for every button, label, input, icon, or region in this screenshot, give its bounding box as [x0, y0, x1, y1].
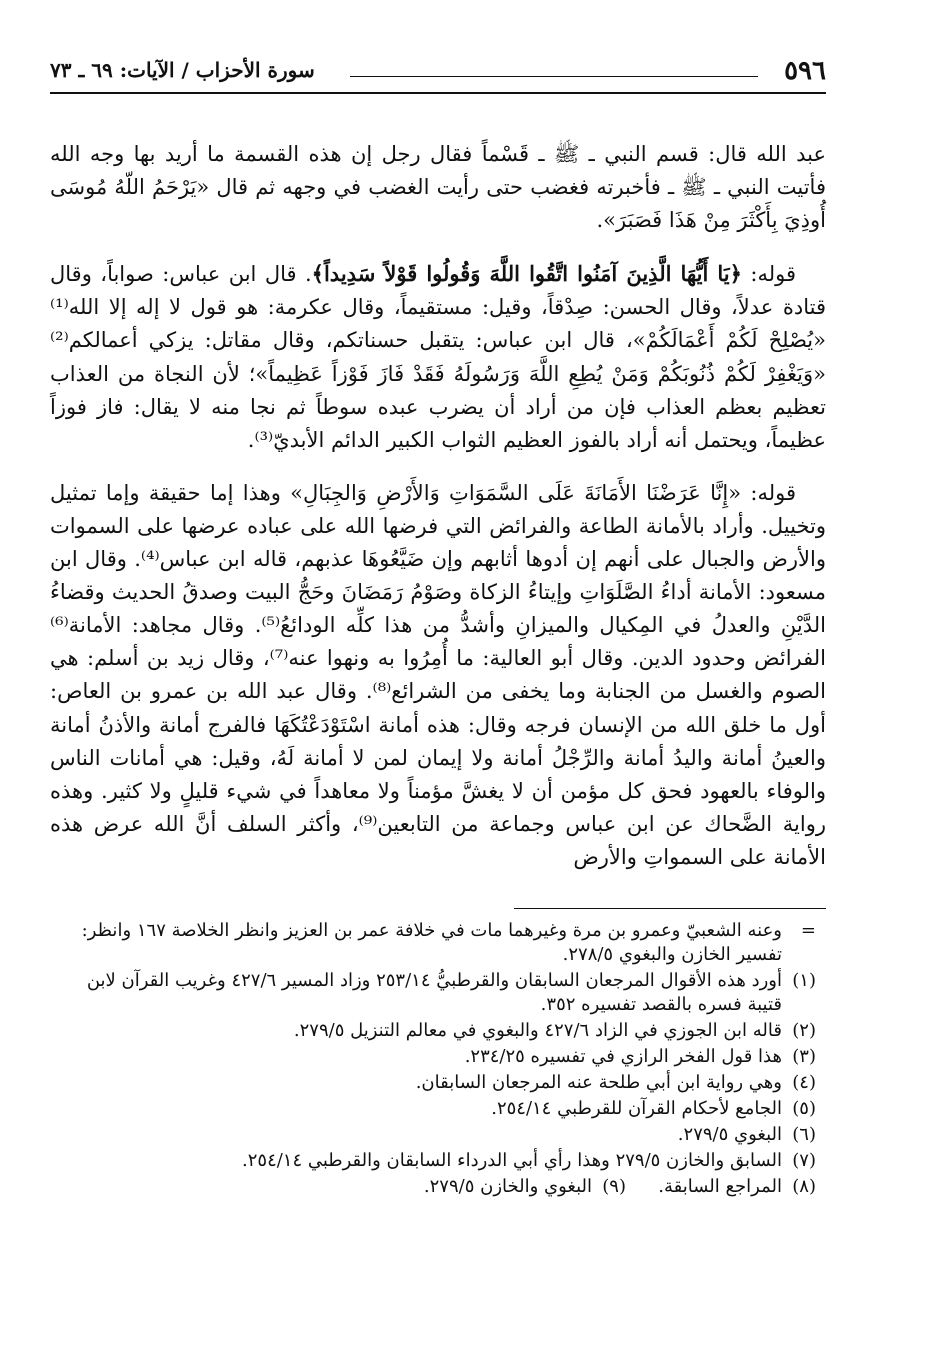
footnote-text: البغوي والخازن ٢٧٩/٥. — [423, 1175, 592, 1197]
quran-verse: ﴿يَا أَيُّهَا الَّذِينَ آمَنُوا اتَّقُوا اللَّهَ وَقُولُوا قَوْلاً سَدِيداً﴾ — [311, 261, 742, 287]
footnote-text: الجامع لأحكام القرآن للقرطبي ٢٥٤/١٤. — [491, 1097, 782, 1119]
footnote-number: (٩) — [602, 1175, 626, 1197]
footnote-pair — [50, 1175, 816, 1199]
footnote-text: أورد هذه الأقوال المرجعان السابقان والقرطبيُّ ٢٥٣/١٤ وزاد المسير ٤٢٧/٦ وغريب القرآن لابن قتيبة فسره بالقصد تفسيره ٣٥٢. — [86, 969, 782, 1015]
book-page — [50, 52, 826, 1201]
paragraph-2-rest: . قال ابن عباس: صواباً، وقال قتادة عدلاً، وقال الحسن: صِدْقاً، وقيل: مستقيماً، وقال عكرمة: هو قول لا إله إلا الله⁽¹⁾ «يُصْلِحْ لَكُمْ أَعْمَالَكُمْ»، قال ابن عباس: يتقبل حسناتكم، وقال مقاتل: يزكي أعمالكم⁽²⁾ «وَيَغْفِرْ لَكُمْ ذُنُوبَكُمْ وَمَنْ يُطِعِ اللَّهَ وَرَسُولَهُ فَقَدْ فَازَ فَوْزاً عَظِيماً»؛ لأن النجاة من العذاب تعظيم بعظم العذاب فإن من أراد أن يضرب عبده سوطاً ثم نجا منه لا يقال: فاز فوزاً عظيماً، ويحتمل أنه أراد بالفوز العظيم الثواب الكبير الدائم الأبديّ⁽³⁾. — [50, 262, 826, 452]
footnote-number: (٦) — [792, 1123, 816, 1145]
paragraph-3: قوله: «إِنَّا عَرَضْنَا الأَمَانَةَ عَلَى السَّمَوَاتِ وَالأَرْضِ وَالجِبَالِ» وهذا إما حقيقة وإما تمثيل وتخييل. وأراد بالأمانة الطاعة والفرائض التي فرضها الله على عباده عرضها على السموات والأرض والجبال على أنهم إن أدوها أثابهم وإن ضَيَّعُوهَا عذبهم، قاله ابن عباس⁽⁴⁾. وقال ابن مسعود: الأمانة أداءُ الصَّلَوَاتِ وإيتاءُ الزكاة وصَوْمُ رَمَضَانَ وحَجُّ البيت وصدقُ الحديث وقضاءُ الدَّيْنِ والعدلُ في المِكيال والميزانِ وأشدُّ من هذا كلِّه الودائعُ⁽⁵⁾. وقال مجاهد: الأمانة⁽⁶⁾ الفرائض وحدود الدين. وقال أبو العالية: ما أُمِرُوا به ونهوا عنه⁽⁷⁾، وقال زيد بن أسلم: هي الصوم والغسل من الجنابة وما يخفى من الشرائع⁽⁸⁾. وقال عبد الله بن عمرو بن العاص: أول ما خلق الله من الإنسان فرجه وقال: هذه أمانة اسْتَوْدَعْتُكَهَا فالفرج أمانة والأذنُ أمانة والعينُ أمانة واليدُ أمانة والرِّجْلُ أمانة ولا إيمان لمن لا أمانة لَهُ، وقيل: هي أمانات الناس والوفاء بالعهود فحق كل مؤمن أن لا يغشَّ مؤمناً ولا معاهداً في شيء قليلٍ ولا كثير. وهذه رواية الضَّحاك عن ابن عباس وجماعة من التابعين⁽⁹⁾، وأكثر السلف أنَّ الله عرض هذه الأمانة على السمواتِ والأرض — [50, 480, 826, 869]
footnote-text: قاله ابن الجوزي في الزاد ٤٢٧/٦ والبغوي في معالم التنزيل ٢٧٩/٥. — [293, 1019, 782, 1041]
footnote-continuation — [50, 919, 816, 967]
footnote-text: هذا قول الفخر الرازي في تفسيره ٢٣٤/٢٥. — [464, 1045, 782, 1067]
footnote — [50, 1071, 816, 1095]
footnote-text: البغوي ٢٧٩/٥. — [677, 1123, 782, 1145]
footnotes — [50, 919, 816, 1199]
main-text — [50, 138, 826, 874]
paragraph-2-lead: قوله: — [741, 262, 797, 287]
page-number: ٥٩٦ — [784, 56, 826, 86]
paragraph-1: عبد الله قال: قسم النبي ـ ﷺ ـ قَسْماً فقال رجل إن هذه القسمة ما أريد بها وجه الله فأتيت النبي ـ ﷺ ـ فأخبرته فغضب حتى رأيت الغضب في وجهه ثم قال «يَرْحَمُ اللّهُ مُوسَى أُوذِيَ بِأَكْثَرَ مِنْ هَذَا فَصَبَرَ». — [50, 142, 826, 233]
header-rule — [350, 76, 758, 77]
footnote-separator — [514, 908, 826, 909]
footnote — [50, 1097, 816, 1121]
footnote-number: (١) — [792, 969, 816, 991]
footnote — [50, 969, 816, 1017]
footnote — [424, 1175, 626, 1199]
running-title: سورة الأحزاب / الآيات: ٦٩ ـ ٧٣ — [50, 58, 315, 82]
footnote — [50, 1149, 816, 1173]
footnote-number: (٢) — [792, 1019, 816, 1041]
footnote — [50, 1045, 816, 1069]
footnote-text: السابق والخازن ٢٧٩/٥ وهذا رأي أبي الدرداء السابقان والقرطبي ٢٥٤/١٤. — [242, 1149, 782, 1171]
footnote-text: وهي رواية ابن أبي طلحة عنه المرجعان السابقان. — [415, 1071, 782, 1093]
paragraph-gap — [50, 457, 826, 477]
footnote — [626, 1175, 816, 1199]
footnote — [50, 1019, 816, 1043]
footnote-number: (٧) — [792, 1149, 816, 1171]
footnote-text: وعنه الشعبيّ وعمرو بن مرة وغيرهما مات في خلافة عمر بن العزيز وانظر الخلاصة ١٦٧ وانظر: تفسير الخازن والبغوي ٢٧٨/٥. — [81, 919, 782, 965]
footnote-number: (٤) — [792, 1071, 816, 1093]
footnote — [50, 1123, 816, 1147]
continuation-marker: = — [800, 919, 816, 941]
paragraph-gap — [50, 237, 826, 257]
footnote-text: المراجع السابقة. — [658, 1175, 782, 1197]
footnote-number: (٥) — [792, 1097, 816, 1119]
paragraph-2 — [50, 257, 826, 457]
footnote-number: (٣) — [792, 1045, 816, 1067]
footnote-number: (٨) — [792, 1175, 816, 1197]
page-header — [50, 52, 826, 94]
